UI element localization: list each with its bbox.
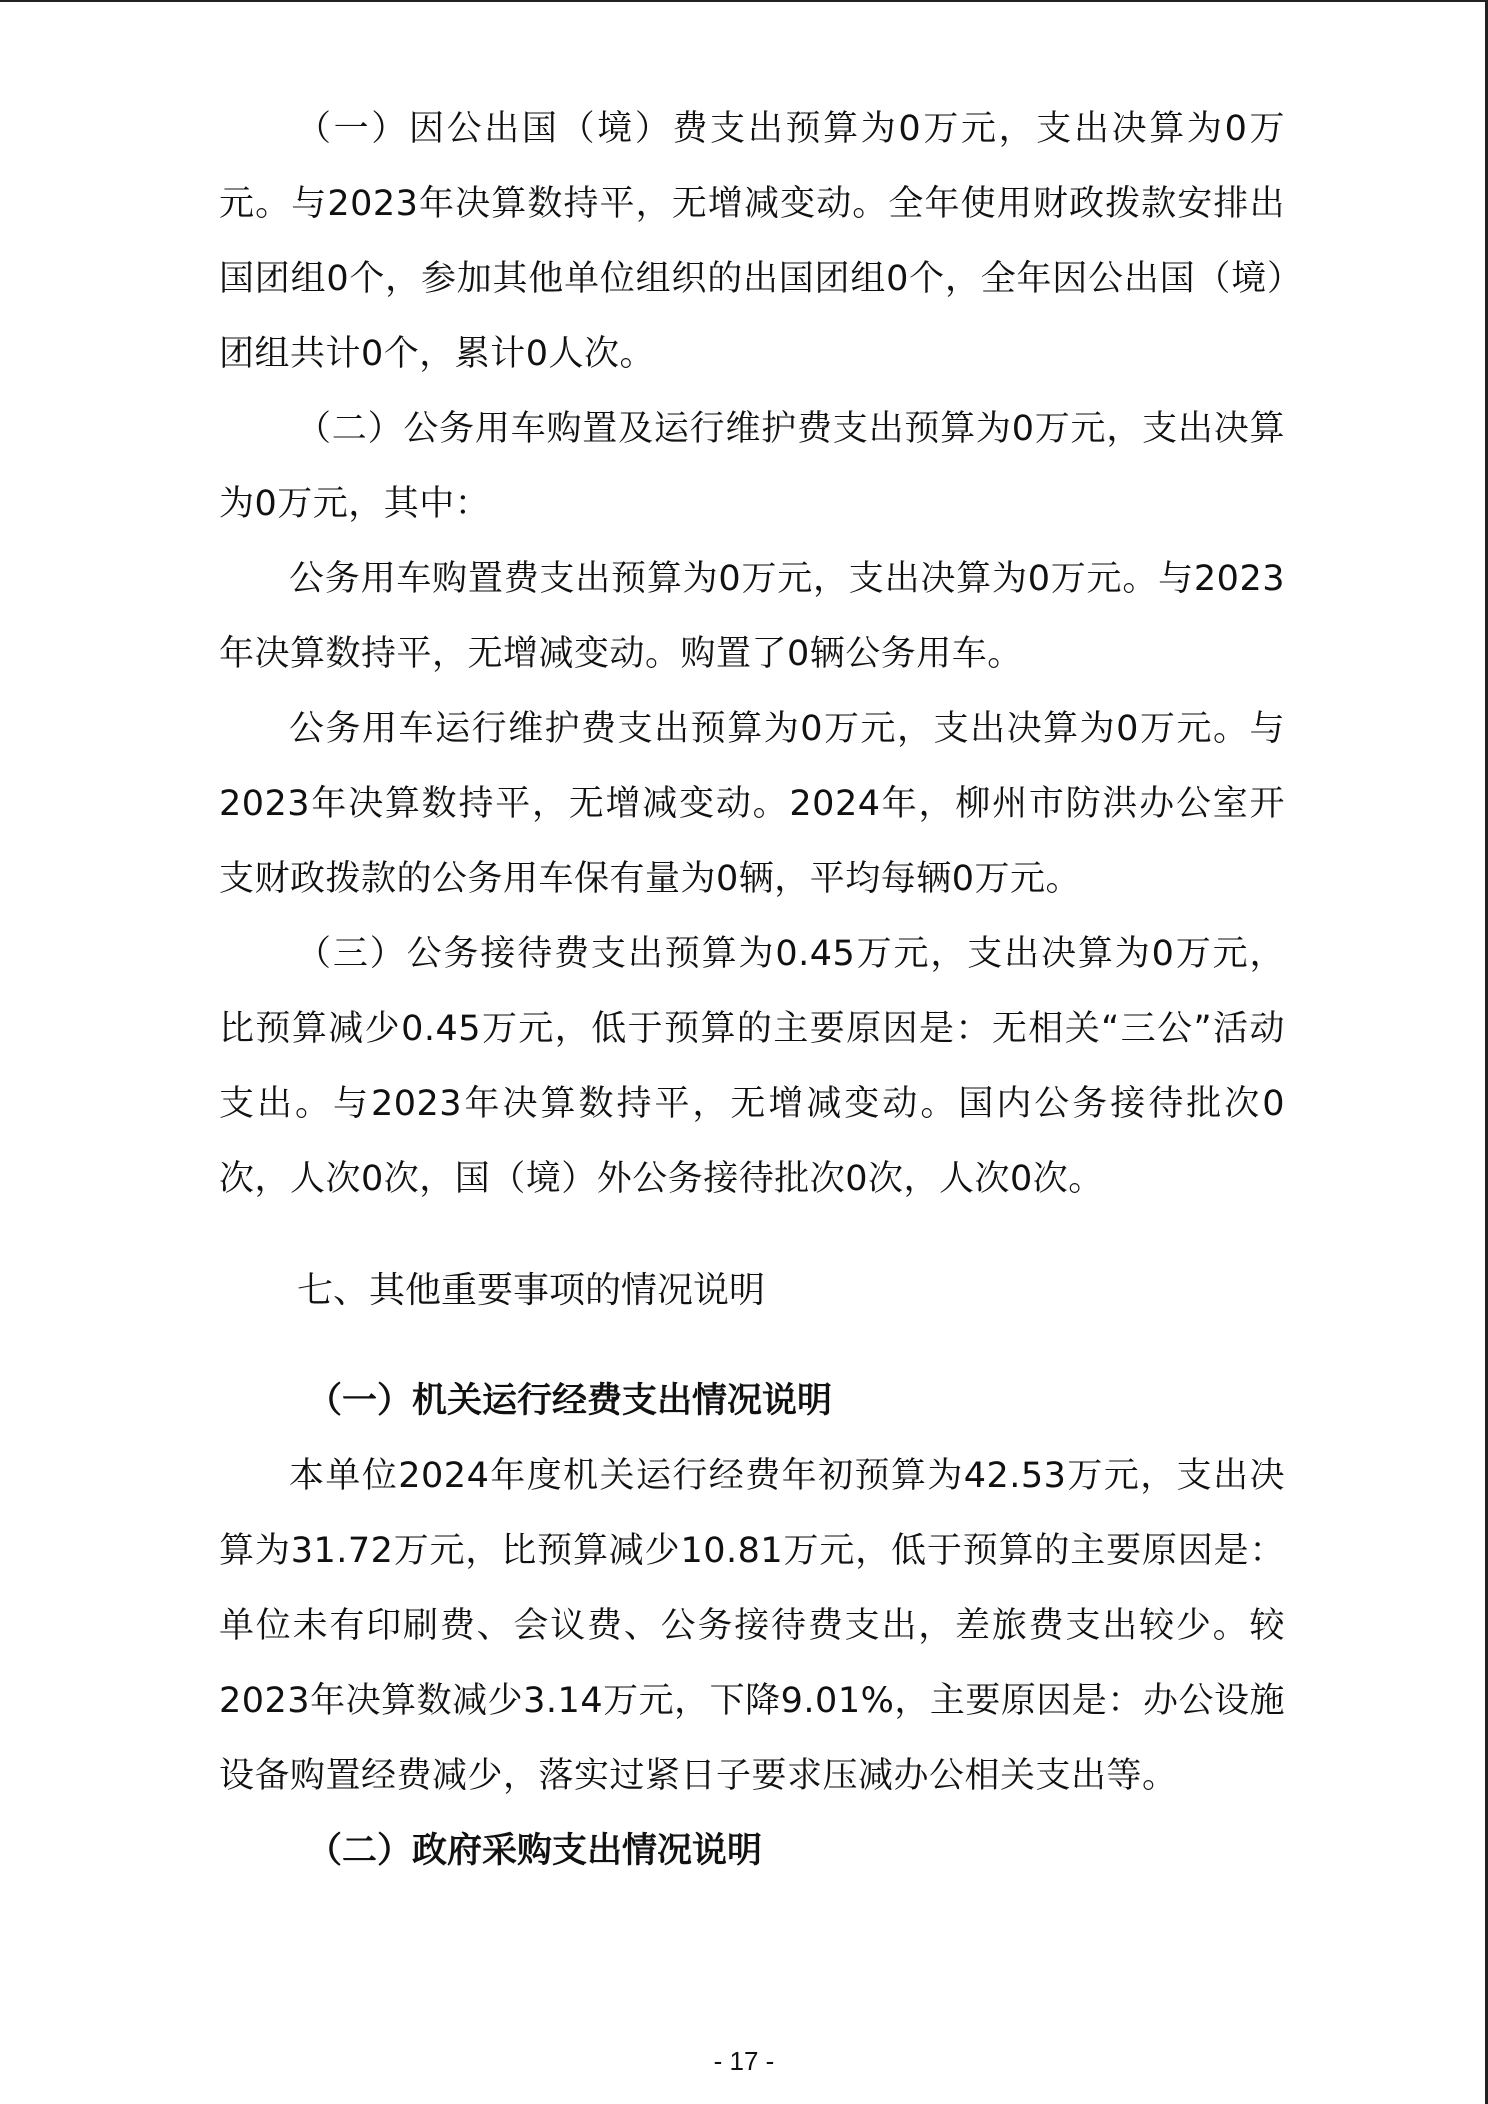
page-top-border <box>0 0 1488 2</box>
paragraph-vehicle-summary: （二）公务用车购置及运行维护费支出预算为0万元，支出决算为0万元，其中： <box>219 409 1285 524</box>
paragraph-operating-expenses: 本单位2024年度机关运行经费年初预算为42.53万元，支出决算为31.72万元，比预算减少10.81万元，低于预算的主要原因是：单位未有印刷费、会议费、公务接待费支出，差旅费支出较少。较2023年决算数减少3.14万元，下降9.01%，主要原因是：办公设施设备购置经费减少，落实过紧日子要求压减办公相关支出等。 <box>219 1456 1285 1796</box>
subheading-operating-expenses: （一）机关运行经费支出情况说明 <box>307 1381 833 1421</box>
subheading-government-procurement: （二）政府采购支出情况说明 <box>307 1831 763 1871</box>
paragraph-vehicle-purchase: 公务用车购置费支出预算为0万元，支出决算为0万元。与2023年决算数持平，无增减变动。购置了0辆公务用车。 <box>219 559 1285 674</box>
paragraph-vehicle-maintenance: 公务用车运行维护费支出预算为0万元，支出决算为0万元。与2023年决算数持平，无增减变动。2024年，柳州市防洪办公室开支财政拨款的公务用车保有量为0辆，平均每辆0万元。 <box>219 709 1285 899</box>
page-number: - 17 - <box>713 2046 775 2076</box>
paragraph-overseas-travel: （一）因公出国（境）费支出预算为0万元，支出决算为0万元。与2023年决算数持平，无增减变动。全年使用财政拨款安排出国团组0个，参加其他单位组织的出国团组0个，全年因公出国（境）团组共计0个，累计0人次。 <box>219 109 1285 374</box>
document-body <box>219 92 1285 1889</box>
section-heading-other-matters: 七、其他重要事项的情况说明 <box>297 1270 766 1311</box>
paragraph-reception: （三）公务接待费支出预算为0.45万元，支出决算为0万元，比预算减少0.45万元，低于预算的主要原因是：无相关“三公”活动支出。与2023年决算数持平，无增减变动。国内公务接待批次0次，人次0次，国（境）外公务接待批次0次，人次0次。 <box>219 934 1285 1199</box>
